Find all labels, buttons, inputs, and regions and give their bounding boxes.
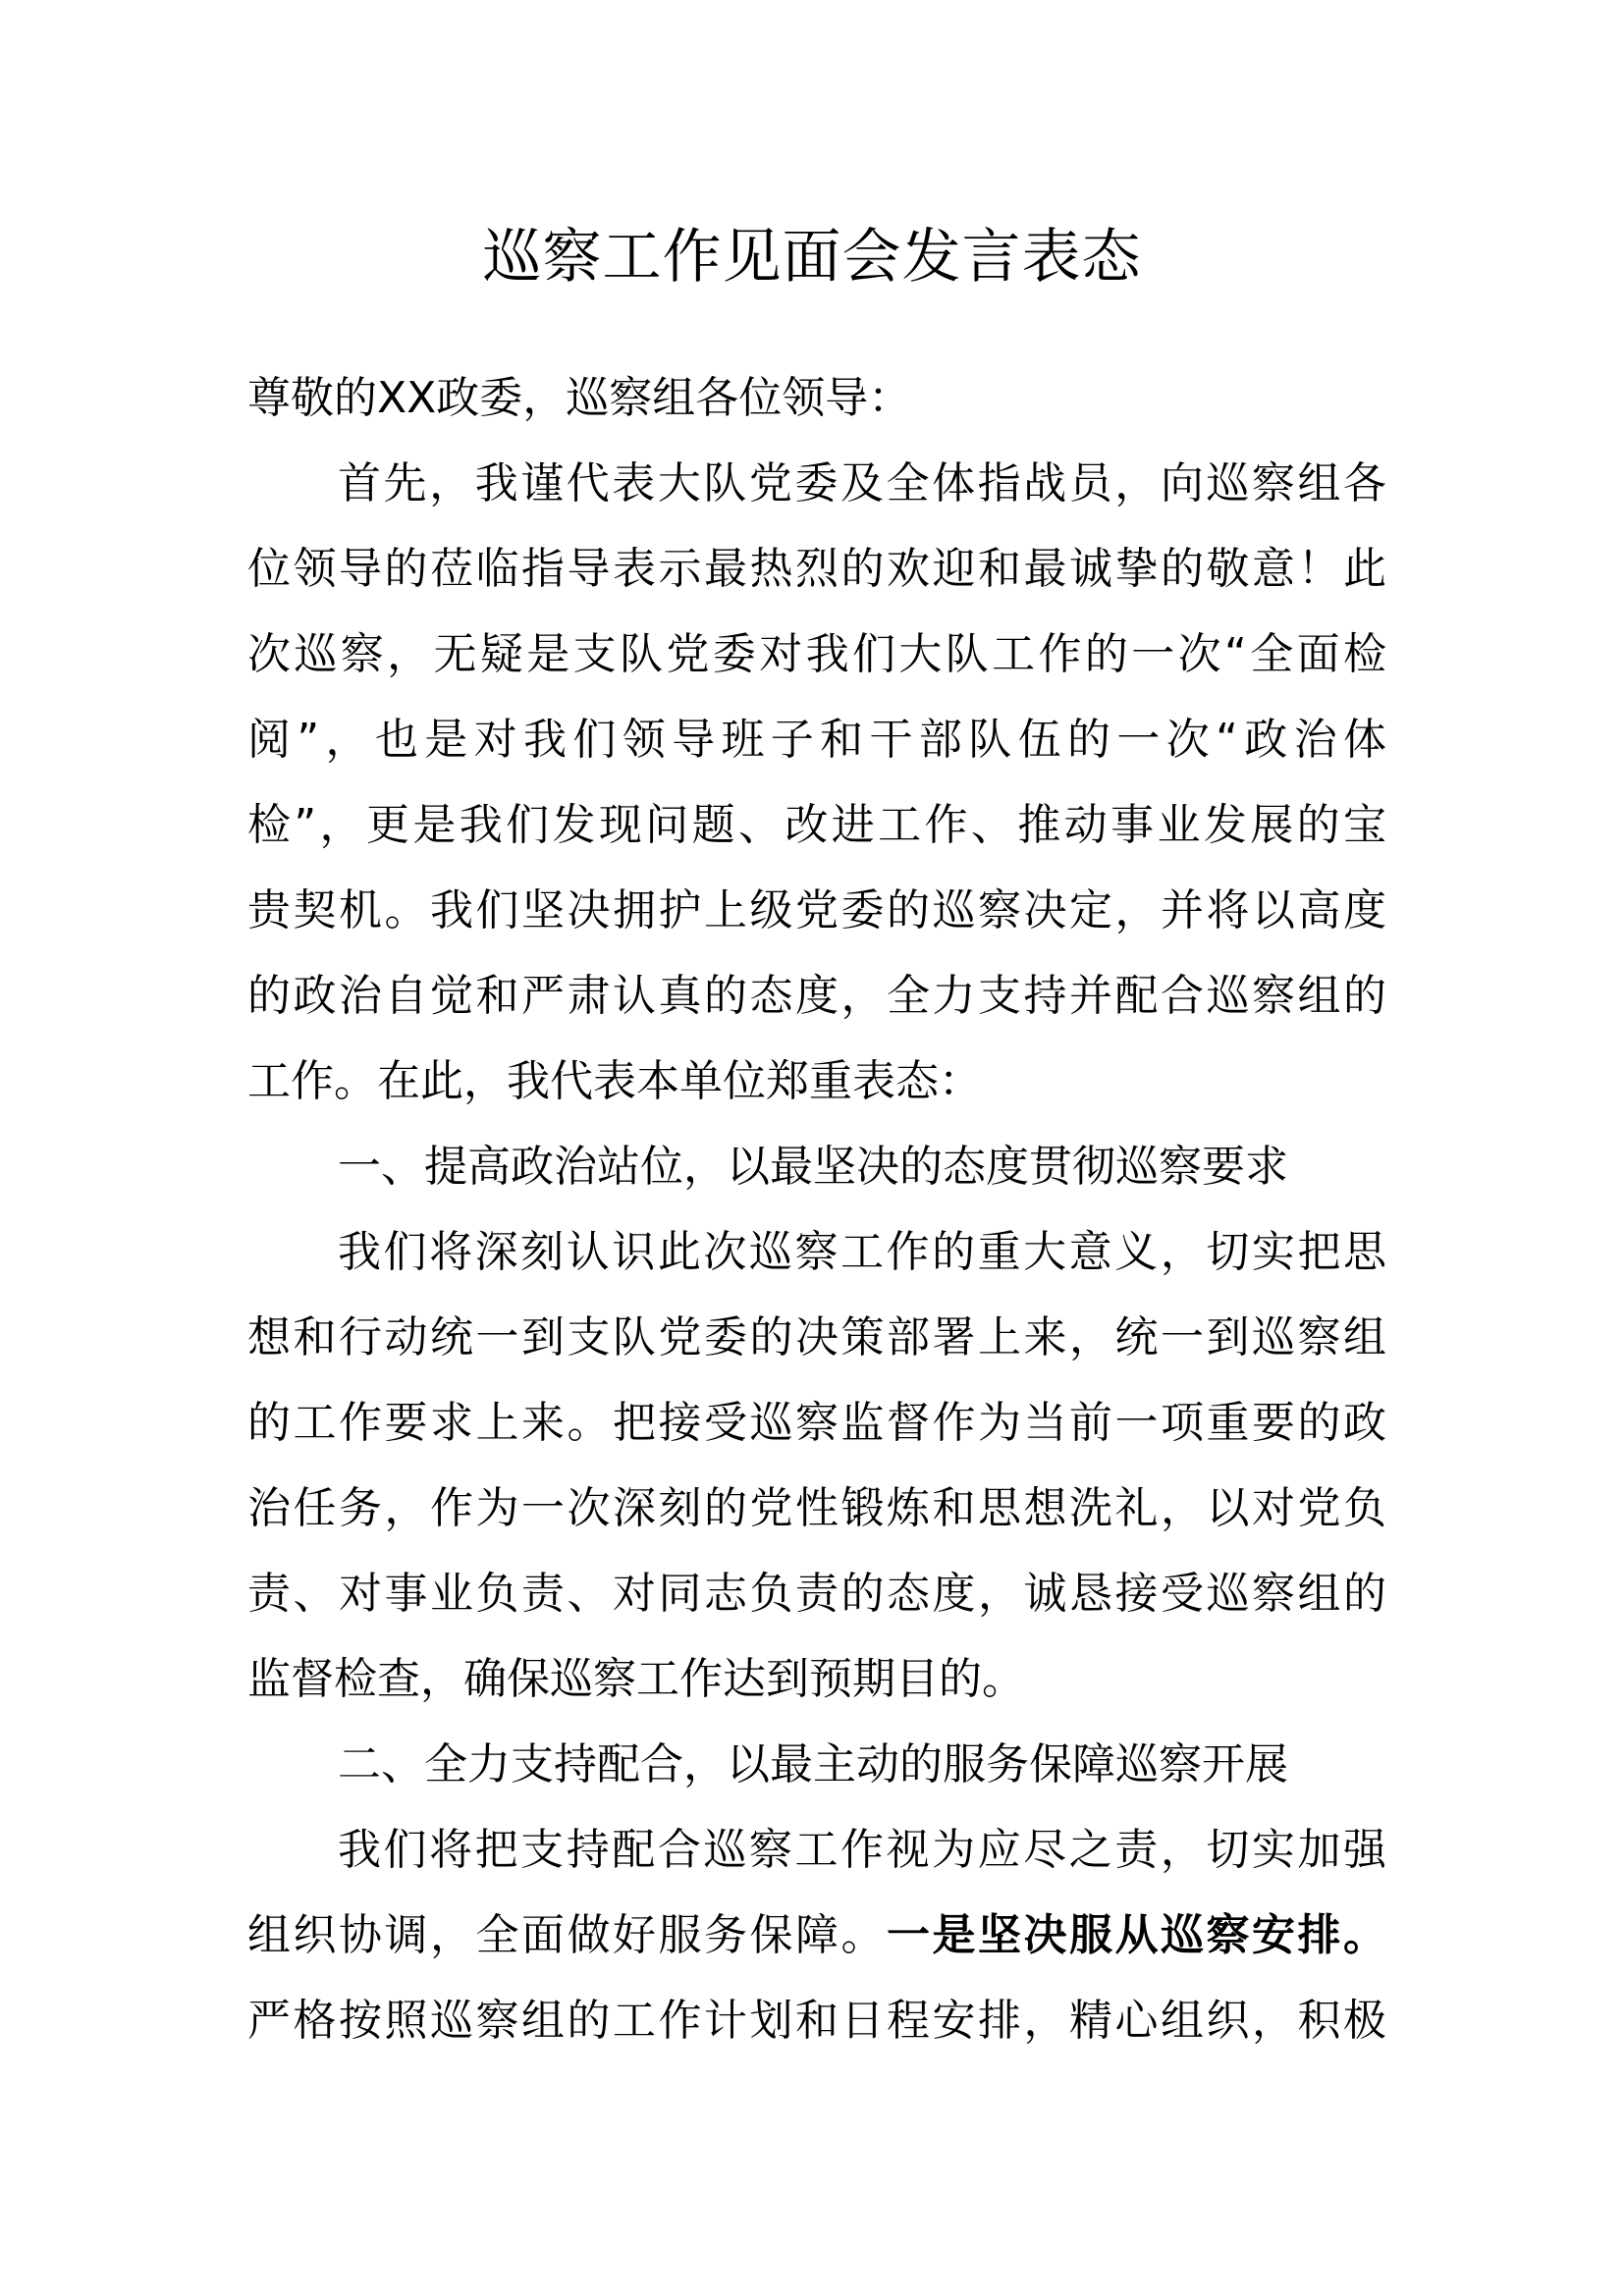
salutation: 尊敬的XX政委，巡察组各位领导： — [247, 373, 912, 423]
paragraph-line: 贵契机。我们坚决拥护上级党委的巡察决定，并将以高度 — [247, 885, 1386, 935]
paragraph-text: 组织协调，全面做好服务保障。 — [247, 1910, 887, 1960]
paragraph-line: 检”，更是我们发现问题、改进工作、推动事业发展的宝 — [247, 800, 1386, 850]
paragraph-line: 阅”，也是对我们领导班子和干部队伍的一次“政治体 — [247, 715, 1386, 765]
paragraph-line: 位领导的莅临指导表示最热烈的欢迎和最诚挚的敬意！此 — [247, 544, 1386, 594]
paragraph-line: 想和行动统一到支队党委的决策部署上来，统一到巡察组 — [247, 1312, 1386, 1362]
document-title: 巡察工作见面会发言表态 — [482, 223, 1142, 292]
paragraph-line: 的政治自觉和严肃认真的态度，全力支持并配合巡察组的 — [247, 971, 1386, 1021]
paragraph-line-mixed — [247, 1893, 1386, 1978]
paragraph-line: 责、对事业负责、对同志负责的态度，诚恳接受巡察组的 — [247, 1569, 1386, 1619]
paragraph-line: 工作。在此，我代表本单位郑重表态： — [247, 1056, 982, 1106]
document-body — [247, 355, 1386, 2063]
paragraph-line: 的工作要求上来。把接受巡察监督作为当前一项重要的政 — [247, 1398, 1386, 1448]
paragraph-line: 我们将把支持配合巡察工作视为应尽之责，切实加强 — [338, 1825, 1386, 1875]
paragraph-line: 治任务，作为一次深刻的党性锻炼和思想洗礼，以对党负 — [247, 1483, 1386, 1533]
paragraph-line: 监督检查，确保巡察工作达到预期目的。 — [247, 1654, 1025, 1704]
paragraph-line: 我们将深刻认识此次巡察工作的重大意义，切实把思 — [338, 1227, 1386, 1277]
paragraph-line: 次巡察，无疑是支队党委对我们大队工作的一次“全面检 — [247, 629, 1386, 679]
section-heading-1: 一、提高政治站位，以最坚决的态度贯彻巡察要求 — [338, 1142, 1288, 1192]
bold-emphasis: 一是坚决服从巡察安排。 — [887, 1910, 1386, 1960]
paragraph-line: 首先，我谨代表大队党委及全体指战员，向巡察组各 — [338, 458, 1386, 508]
paragraph-line: 严格按照巡察组的工作计划和日程安排，精心组织，积极 — [247, 1996, 1386, 2046]
section-heading-2: 二、全力支持配合，以最主动的服务保障巡察开展 — [338, 1739, 1288, 1789]
